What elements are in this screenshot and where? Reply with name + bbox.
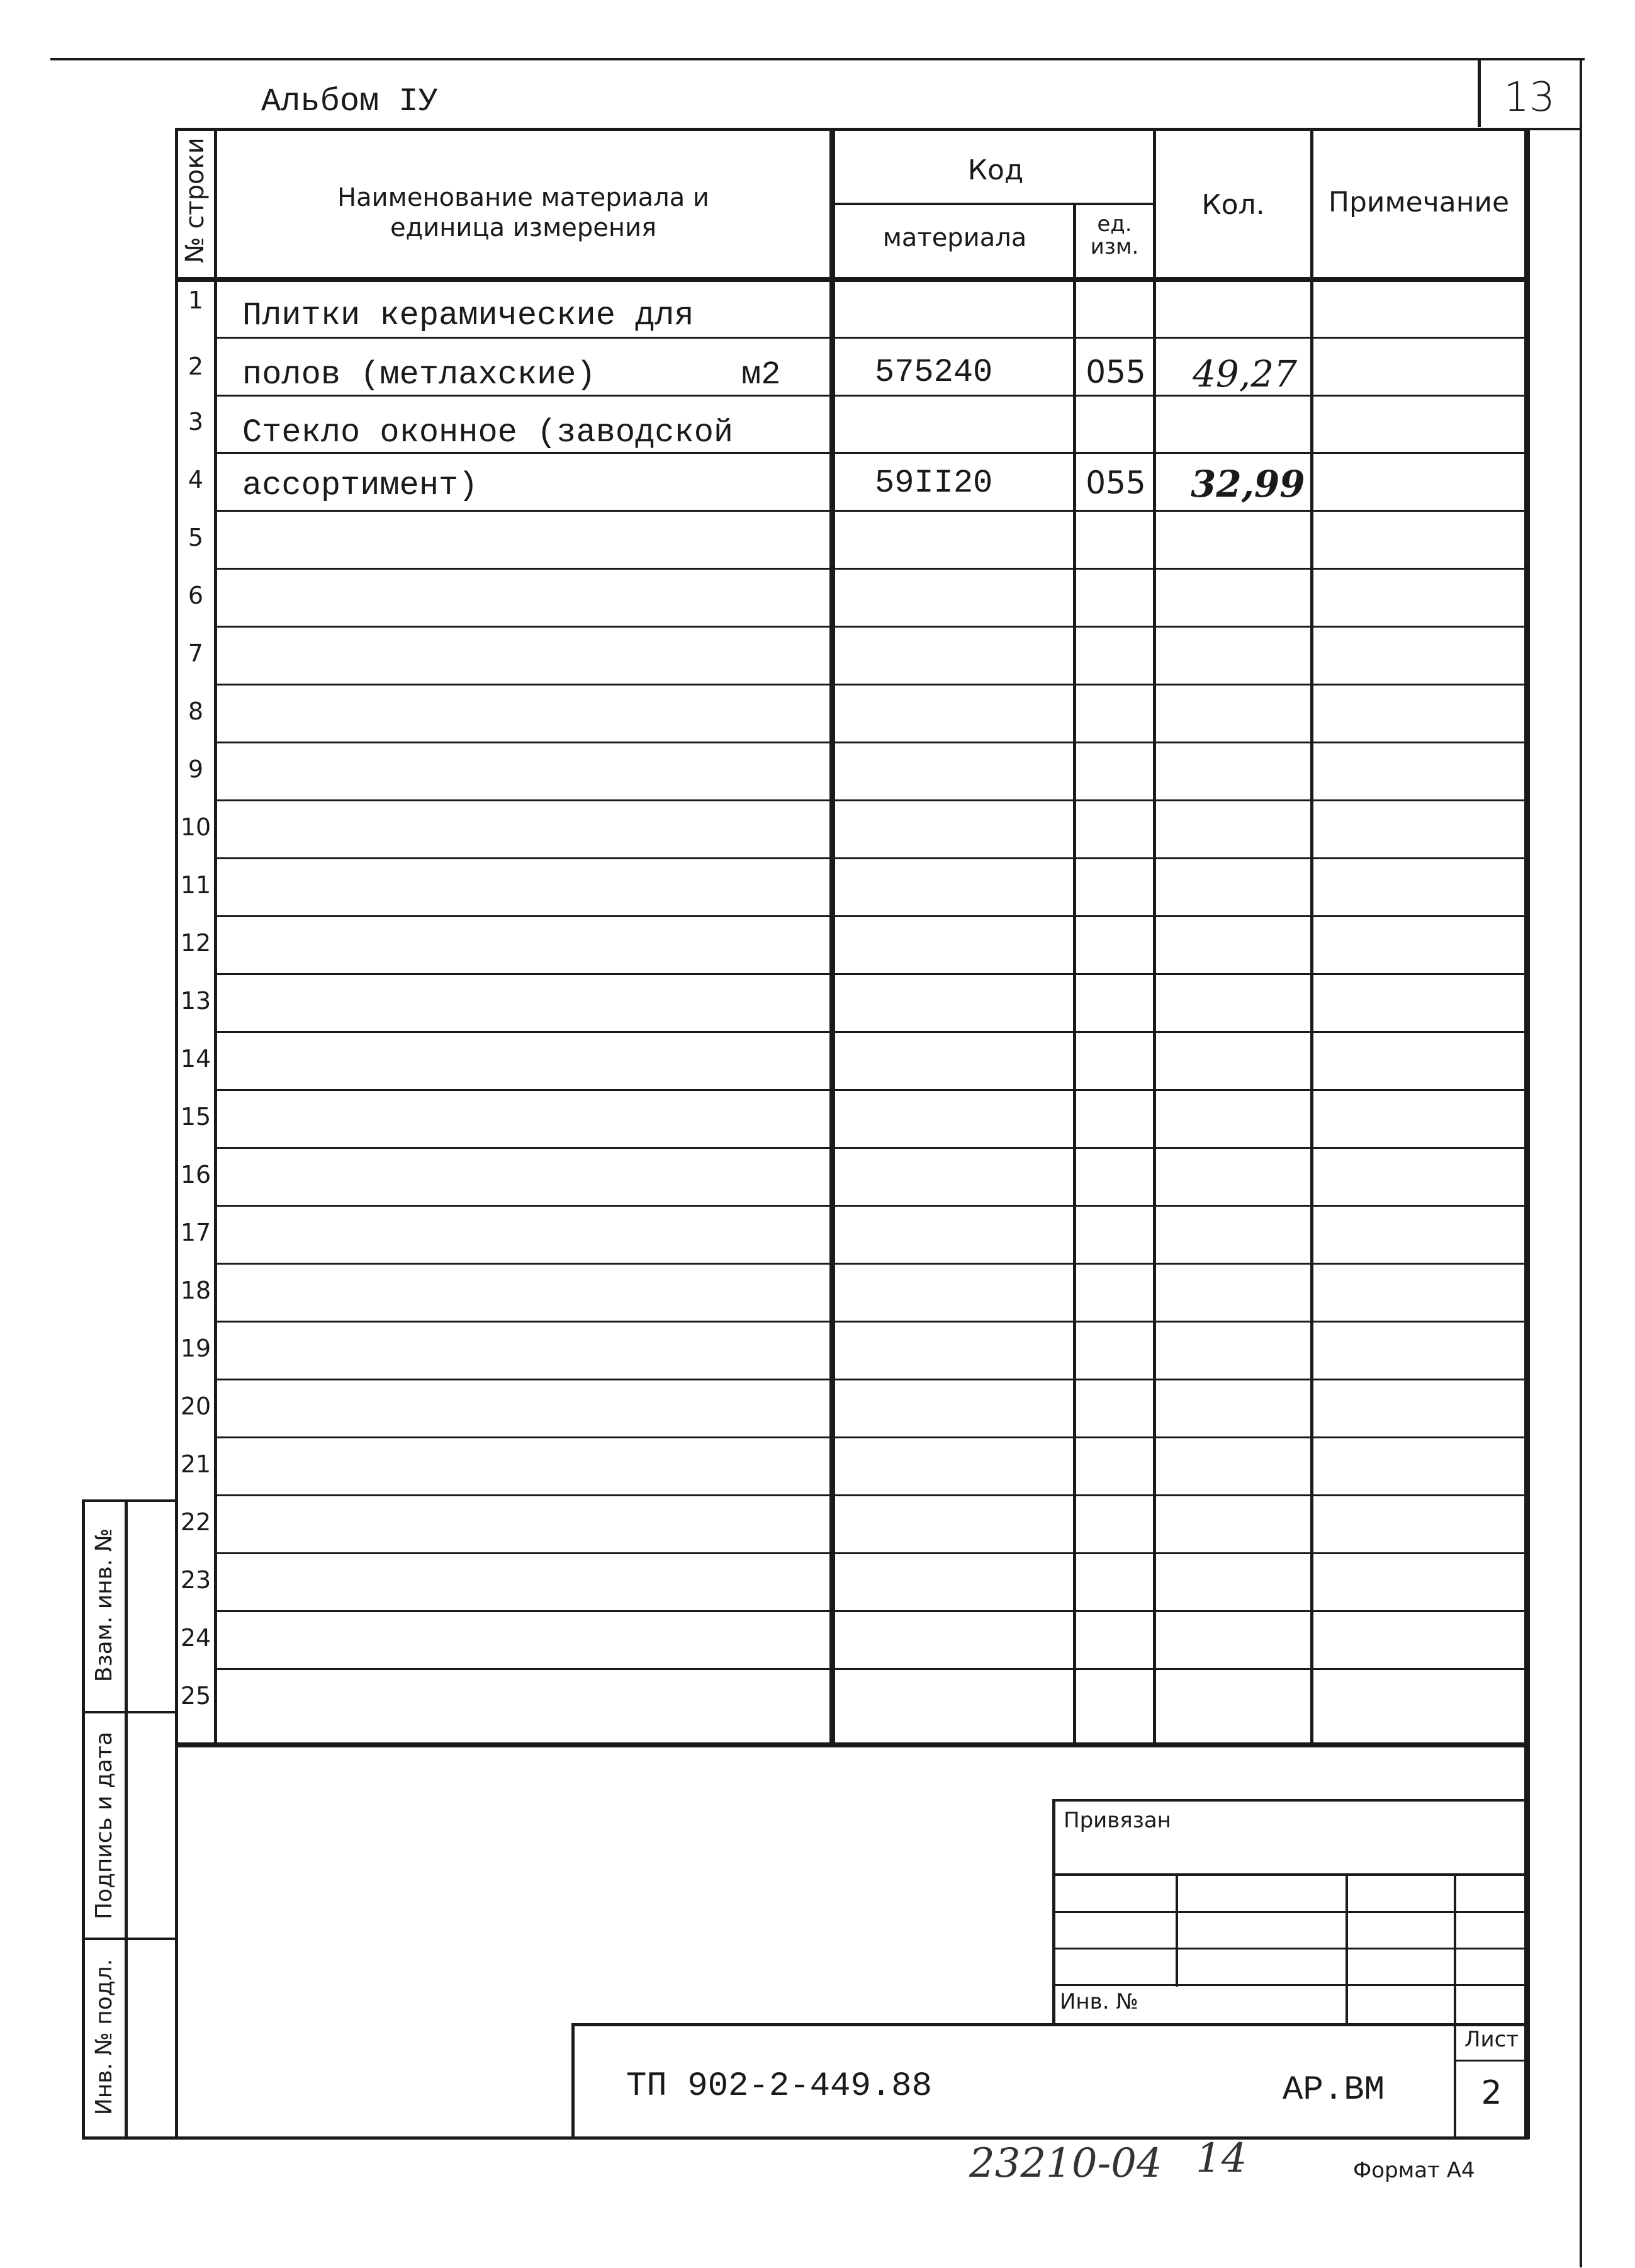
side-stamp-mid (125, 1499, 128, 2139)
side-stamp-left (82, 1499, 85, 2139)
header-name-line1: Наименование материала и (337, 183, 709, 212)
header-code-material: материала (882, 223, 1027, 252)
row-number: 24 (180, 1624, 211, 1652)
col-name-sep (829, 128, 835, 1747)
row-number: 21 (180, 1450, 211, 1478)
footer-number: 23210-04 (969, 2140, 1162, 2187)
frame-bottom (82, 2136, 1529, 2140)
table-right (1524, 128, 1530, 2139)
row-number: 17 (180, 1219, 211, 1246)
stamp-mark: АР.ВМ (1283, 2071, 1385, 2109)
row-2-unit: м2 (741, 356, 781, 393)
header-code-unit-line2: изм. (1090, 234, 1139, 259)
row-number: 8 (188, 697, 204, 725)
row-2-name: полов (метлахские) (242, 356, 596, 393)
row-number: 13 (180, 987, 211, 1015)
row-number: 25 (180, 1682, 211, 1710)
stamp-main-left (571, 2023, 575, 2139)
row-4-qty: 32,99 (1191, 463, 1305, 505)
row-2-unit-code: 055 (1086, 354, 1146, 390)
col-qty-sep (1310, 128, 1313, 1747)
header-name (217, 183, 829, 243)
stamp-sheet-label: Лист (1464, 2027, 1519, 2052)
stamp-inv-no: Инв. № (1060, 1989, 1138, 2014)
code-sub-sep (829, 203, 1155, 205)
stamp-sheet-value: 2 (1481, 2074, 1502, 2112)
row-number: 5 (188, 524, 204, 551)
page-number-box-left (1478, 58, 1481, 127)
footer-number2: 14 (1196, 2135, 1247, 2182)
album-title: Альбом IУ (261, 83, 438, 120)
row-4-unit-code: 055 (1086, 465, 1146, 501)
stamp-grid-h1 (1052, 1873, 1528, 1876)
row-number: 2 (188, 353, 204, 380)
row-number: 18 (180, 1277, 211, 1304)
stamp-privyazan-left (1052, 1800, 1055, 2026)
header-qty: Кол. (1201, 189, 1265, 221)
row-number: 15 (180, 1103, 211, 1131)
top-border (50, 58, 1585, 60)
header-code: Код (967, 154, 1024, 186)
header-row-no: № строки (181, 137, 210, 263)
header-name-line2: единица измерения (390, 213, 657, 242)
row-2-material: 575240 (875, 354, 993, 391)
right-outer-border (1580, 58, 1582, 2267)
stamp-sheet-sep (1454, 2060, 1529, 2062)
frame-top-right (1523, 128, 1582, 130)
row-1-name: Плитки керамические для (242, 297, 694, 334)
row-number: 19 (180, 1334, 211, 1362)
row-4-name: ассортимент) (242, 467, 478, 504)
stamp-main-top (571, 2023, 1529, 2026)
row-number: 22 (180, 1508, 211, 1536)
row-number: 16 (180, 1161, 211, 1188)
row-number: 6 (188, 582, 204, 609)
stamp-grid-h3 (1052, 1948, 1528, 1949)
col-rowno-sep (214, 128, 217, 1747)
row-number: 14 (180, 1045, 211, 1073)
row-4-material: 59II20 (875, 465, 993, 502)
row-3-name: Стекло оконное (заводской (242, 414, 734, 451)
row-number: 3 (188, 408, 204, 436)
frame-top (175, 128, 1528, 131)
row-number: 4 (188, 466, 204, 494)
row-number: 20 (180, 1392, 211, 1420)
stamp-podpis-data: Подпись и дата (91, 1731, 117, 1920)
row-number: 11 (180, 871, 211, 899)
row-number: 10 (180, 813, 211, 841)
stamp-vzam-inv: Взам. инв. № (91, 1528, 117, 1683)
page-number: 13 (1503, 74, 1555, 121)
row-number: 9 (188, 755, 204, 783)
header-bottom (175, 277, 1528, 282)
row-number: 7 (188, 640, 204, 667)
stamp-doc-code: ТП 902-2-449.88 (626, 2067, 933, 2106)
table-bottom (175, 1742, 1529, 1747)
header-code-unit-line1: ед. (1097, 212, 1132, 237)
stamp-privyazan-top (1052, 1799, 1528, 1802)
row-number: 23 (180, 1566, 211, 1594)
footer-format: Формат А4 (1353, 2158, 1475, 2183)
row-2-qty: 49,27 (1193, 353, 1298, 395)
stamp-grid-v2 (1346, 1873, 1348, 2026)
header-note: Примечание (1328, 186, 1510, 218)
row-number: 1 (188, 286, 204, 314)
stamp-grid-h2 (1052, 1911, 1528, 1913)
row-number: 12 (180, 929, 211, 957)
stamp-inv-podl: Инв. № подл. (91, 1958, 117, 2116)
header-code-unit (1076, 213, 1153, 258)
stamp-privyazan: Привязан (1064, 1808, 1171, 1833)
stamp-grid-v1 (1176, 1873, 1178, 1987)
stamp-grid-h4 (1052, 1984, 1528, 1986)
